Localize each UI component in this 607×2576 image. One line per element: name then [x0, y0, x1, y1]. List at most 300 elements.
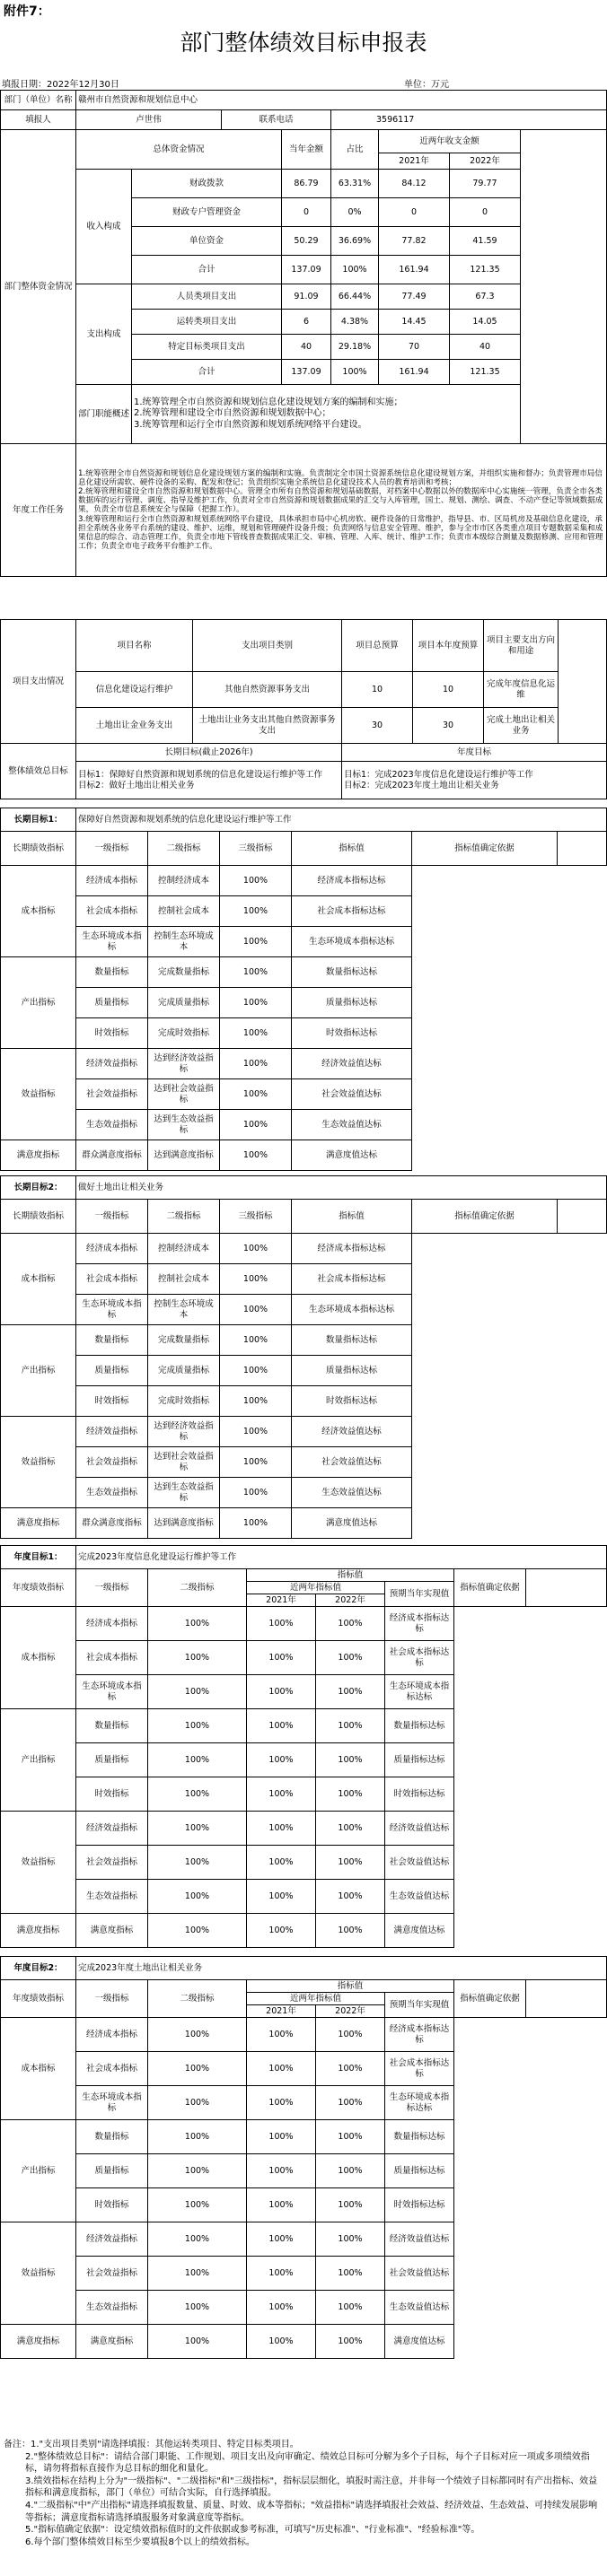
income-2021: 84.12	[379, 170, 450, 198]
level2-indicator: 经济效益指标	[76, 1417, 148, 1447]
expected-value: 100%	[316, 2291, 385, 2325]
indicator-basis: 数量指标达标	[385, 1709, 454, 1743]
expense-total-amount: 137.09	[282, 360, 331, 385]
level2-indicator: 数量指标	[76, 2120, 148, 2154]
level1-indicator: 成本指标	[1, 2018, 76, 2120]
expected-value: 100%	[316, 2052, 385, 2086]
value-header: 指标值	[292, 832, 412, 866]
value-2022: 100%	[247, 1709, 316, 1743]
long-goal-text: 目标1：保障好自然资源和规划系统的信息化建设运行维护等工作 目标2：做好土地出让相关业务	[76, 762, 342, 799]
income-name: 单位资金	[132, 227, 282, 256]
level3-indicator: 控制经济成本	[148, 1234, 220, 1264]
value-2021: 100%	[148, 2291, 247, 2325]
indicator-basis: 经济效益值达标	[385, 1812, 454, 1846]
level2-indicator: 社会效益指标	[76, 1079, 148, 1110]
functions-text: 1.统筹管理全市自然资源和规划信息化建设规划方案的编制和实施； 2.统筹管理和建设全市自然资源和规划数据中心； 3.统筹管理和运行全市自然资源和规划系统网络平台建设。	[132, 385, 607, 444]
table-row	[1, 1049, 607, 1079]
note-line: 2."整体绩效总目标"：请结合部门职能、工作规划、项目支出及向审确定、绩效总目标可分解为多个子目标，每个子目标对应一项或多项绩效指标，请勿将指标直接作为总目标的细化和量化。	[25, 2451, 590, 2475]
indicator-basis: 生态效益值达标	[292, 1110, 412, 1140]
expected-header: 预期当年实现值	[385, 1993, 454, 2018]
note-line: 6.每个部门整体绩效目标至少要填报8个以上的绩效指标。	[25, 2537, 255, 2547]
recent-2021-header: 2021年	[247, 2005, 316, 2018]
indicator-basis: 经济效益值达标	[385, 2222, 454, 2257]
indicator-value: 100%	[220, 1234, 292, 1264]
expected-value: 100%	[316, 1777, 385, 1812]
level3-indicator: 达到社会效益指标	[148, 1447, 220, 1478]
notes	[4, 2439, 601, 2548]
long-goal-2-table	[0, 1175, 607, 1539]
income-name: 财政拨款	[132, 170, 282, 198]
level3-indicator: 控制社会成本	[148, 1264, 220, 1295]
indicator-basis: 满意度值达标	[292, 1508, 412, 1539]
table-row	[1, 2222, 607, 2257]
value-2021: 100%	[148, 1880, 247, 1914]
indicator-value: 100%	[220, 1049, 292, 1079]
value-2022: 100%	[247, 1914, 316, 1948]
value-2021: 100%	[148, 2120, 247, 2154]
expense-total-label: 合计	[132, 360, 282, 385]
expense-amount: 91.09	[282, 284, 331, 310]
expected-value: 100%	[316, 2325, 385, 2359]
long-goal-header: 长期目标(截止2026年)	[76, 744, 342, 762]
indicator-basis: 生态环境成本指标达标	[292, 1295, 412, 1325]
long-indicators-label: 长期绩效指标	[1, 1200, 76, 1234]
expected-value: 100%	[316, 2154, 385, 2188]
level3-indicator: 完成质量指标	[148, 1356, 220, 1386]
income-2022: 79.77	[450, 170, 521, 198]
project-purpose: 完成土地出让相关业务	[484, 708, 559, 744]
level1-indicator: 产出指标	[1, 1325, 76, 1417]
long-goal-1-table	[0, 808, 607, 1171]
table-row	[1, 2052, 607, 2086]
table-row	[1, 2257, 607, 2291]
level2-indicator: 数量指标	[76, 1709, 148, 1743]
indicator-basis: 经济成本指标达标	[385, 1607, 454, 1641]
table-row	[1, 1709, 607, 1743]
value-2022: 100%	[247, 2154, 316, 2188]
indicator-value: 100%	[220, 1295, 292, 1325]
table-row	[1, 1234, 607, 1264]
level3-indicator: 完成质量指标	[148, 988, 220, 1018]
level2-indicator: 社会效益指标	[76, 1846, 148, 1880]
level1-indicator: 效益指标	[1, 1049, 76, 1140]
table-row	[1, 1846, 607, 1880]
long-goal-2-label: 长期目标2：	[1, 1176, 76, 1200]
project-annual: 30	[413, 708, 484, 744]
value-2022: 100%	[247, 2188, 316, 2222]
phone-value: 3596117	[331, 110, 607, 130]
table-row	[1, 1914, 607, 1948]
table-row	[1, 1743, 607, 1777]
indicator-basis: 满意度值达标	[385, 2325, 454, 2359]
table-row	[1, 2086, 607, 2120]
expected-value: 100%	[316, 1675, 385, 1709]
income-group-label: 收入构成	[76, 170, 132, 284]
expected-header: 预期当年实现值	[385, 1582, 454, 1607]
value-2022: 100%	[247, 1675, 316, 1709]
table-row	[1, 1140, 607, 1171]
level2-indicator: 经济效益指标	[76, 2222, 148, 2257]
income-total-2022: 121.35	[450, 256, 521, 284]
indicator-basis: 社会效益值达标	[385, 1846, 454, 1880]
funds-ratio-header: 占比	[331, 130, 379, 170]
indicator-value: 100%	[220, 1264, 292, 1295]
income-ratio: 0%	[331, 198, 379, 227]
indicator-basis: 生态效益值达标	[292, 1478, 412, 1508]
indicator-basis: 质量指标达标	[292, 1356, 412, 1386]
level1-indicator: 成本指标	[1, 866, 76, 957]
level2-indicator: 时效指标	[76, 1777, 148, 1812]
funds-current-header: 当年金额	[282, 130, 331, 170]
functions-label: 部门职能概述	[76, 385, 132, 444]
table-row	[1, 1478, 607, 1508]
table-row	[1, 1018, 607, 1049]
l3-header: 三级指标	[220, 832, 292, 866]
indicator-basis: 数量指标达标	[385, 2120, 454, 2154]
funds-table	[0, 90, 607, 577]
table-row	[1, 1607, 607, 1641]
level2-indicator: 质量指标	[76, 988, 148, 1018]
value-2022: 100%	[247, 1743, 316, 1777]
recent-2022-header: 2022年	[316, 1594, 385, 1607]
overall-goal-label: 整体绩效总目标	[1, 744, 76, 799]
expense-ratio: 4.38%	[331, 310, 379, 335]
indicator-value: 100%	[220, 866, 292, 896]
income-amount: 0	[282, 198, 331, 227]
project-name-header: 项目名称	[76, 620, 193, 672]
indicator-basis: 经济成本指标达标	[292, 1234, 412, 1264]
fill-date: 填报日期：2022年12月30日	[2, 80, 119, 90]
expected-value: 100%	[316, 1607, 385, 1641]
recent-2021-header: 2021年	[247, 1594, 316, 1607]
table-row	[1, 866, 607, 896]
indicator-value: 100%	[220, 1140, 292, 1171]
project-purpose: 完成年度信息化运维	[484, 672, 559, 708]
indicator-basis: 社会成本指标达标	[292, 1264, 412, 1295]
projects-table	[0, 619, 607, 799]
level2-indicator: 生态效益指标	[76, 1110, 148, 1140]
annex-label: 附件7：	[4, 4, 50, 19]
indicator-value: 100%	[220, 1447, 292, 1478]
project-name: 土地出让金业务支出	[76, 708, 193, 744]
indicator-basis: 时效指标达标	[292, 1386, 412, 1417]
value-2021: 100%	[148, 1709, 247, 1743]
expense-amount: 6	[282, 310, 331, 335]
year-indicators-label: 年度绩效指标	[1, 1569, 76, 1607]
project-category: 其他自然资源事务支出	[193, 672, 342, 708]
annual-tasks-text: 1.统筹管理全市自然资源和规划信息化建设规划方案的编制和实施。负责制定全市国土资源系统信息化建设规划方案，并组织实施和督办；负责管理市局信息化建设所需软、硬件设备的采购、配发和登记；负责组织实施全系统信息化建设技术人员的教育培训和考核； 2.统筹管理和建设全市自然资源和规划数据中心。管理全市所有自然资源和规划基础数据，对档案中心数据以外的数据库中心实施统一管理，负责全市各类数据库的运行管理、调度、指导及维护工作，负责对全市自然资源和规划数据成果的汇交与入库管理，国土、规划、测绘、调查、不动产登记等领域数据成果，负责全市信息系统安全与保障（把握工作）。 3.统筹管理和运行全市自然资源和规划系统网络平台建设，具体承担市局中心机房软、硬件设备的日常维护，指导县、市、区局机房及基础信息化建设，承担全系统各业务平台系统的建设、维护、运维，规划和管理硬件设备升级；负责网络与信息安全管理、维护，参与全市市区各类重点项目专题数据采集和成果信息的综合、动态管理工作，负责全市地下管线普查数据成果汇交、审核、管理、入库、统计、维护工作；负责市本级综合测量及数据修测、应用和管理工作；负责全市电子政务平台维护工作。	[76, 444, 607, 577]
expense-amount: 40	[282, 335, 331, 360]
project-name: 信息化建设运行维护	[76, 672, 193, 708]
expense-total-2021: 161.94	[379, 360, 450, 385]
expected-value: 100%	[316, 2120, 385, 2154]
income-amount: 50.29	[282, 227, 331, 256]
value-2022: 100%	[247, 2052, 316, 2086]
level2-indicator: 群众满意度指标	[76, 1140, 148, 1171]
indicator-basis: 社会成本指标达标	[385, 1641, 454, 1675]
project-total-header: 项目总预算	[342, 620, 413, 672]
level2-indicator: 质量指标	[76, 1743, 148, 1777]
note-line: 3.绩效指标在结构上分为"一级指标"、"二级指标"和"三级指标"，指标层层细化，填报时需注意，并非每一个绩效子目标都同时有产出指标、效益指标和满意度指标，部门（单位）可结合实际，自行选择填报。	[25, 2476, 598, 2499]
indicator-value: 100%	[220, 896, 292, 927]
level2-indicator: 社会成本指标	[76, 1264, 148, 1295]
level3-indicator: 达到经济效益指标	[148, 1049, 220, 1079]
year-goal-2-label: 年度目标2：	[1, 1957, 76, 1980]
l2-header: 二级指标	[148, 1569, 247, 1607]
indicator-value: 100%	[220, 1386, 292, 1417]
value-2021: 100%	[148, 1812, 247, 1846]
basis-header: 指标值确定依据	[412, 832, 558, 866]
table-row	[1, 1777, 607, 1812]
value-header: 指标值	[292, 1200, 412, 1234]
level1-indicator: 满意度指标	[1, 1914, 76, 1948]
income-2022: 41.59	[450, 227, 521, 256]
expected-value: 100%	[316, 2222, 385, 2257]
level1-indicator: 产出指标	[1, 2120, 76, 2222]
recent-values-header: 近两年指标值	[247, 1582, 385, 1594]
value-2021: 100%	[148, 2018, 247, 2052]
value-2021: 100%	[148, 2222, 247, 2257]
value-2022: 100%	[247, 2325, 316, 2359]
income-2021: 77.82	[379, 227, 450, 256]
level3-indicator: 完成数量指标	[148, 957, 220, 988]
table-row	[1, 1812, 607, 1846]
level3-indicator: 达到社会效益指标	[148, 1079, 220, 1110]
level2-indicator: 经济效益指标	[76, 1812, 148, 1846]
value-2021: 100%	[148, 1641, 247, 1675]
level2-indicator: 群众满意度指标	[76, 1508, 148, 1539]
indicator-basis: 满意度值达标	[385, 1914, 454, 1948]
long-goal-2-text: 做好土地出让相关业务	[76, 1176, 607, 1200]
income-ratio: 63.31%	[331, 170, 379, 198]
basis-header: 指标值确定依据	[412, 1200, 558, 1234]
expected-value: 100%	[316, 1914, 385, 1948]
indicator-basis: 满意度值达标	[292, 1140, 412, 1171]
l1-header: 一级指标	[76, 832, 148, 866]
value-2021: 100%	[148, 1914, 247, 1948]
indicator-value: 100%	[220, 1356, 292, 1386]
year-goal-header: 年度目标	[342, 744, 607, 762]
level2-indicator: 数量指标	[76, 957, 148, 988]
level2-indicator: 满意度指标	[76, 1914, 148, 1948]
unit-label: 单位：万元	[404, 80, 449, 90]
table-row	[1, 2188, 607, 2222]
level2-indicator: 社会成本指标	[76, 1641, 148, 1675]
level3-indicator: 达到满意度指标	[148, 1508, 220, 1539]
value-2021: 100%	[148, 2086, 247, 2120]
expected-value: 100%	[316, 1709, 385, 1743]
expected-value: 100%	[316, 2086, 385, 2120]
value-2022: 100%	[247, 1880, 316, 1914]
level2-indicator: 生态环境成本指标	[76, 1675, 148, 1709]
value-2022: 100%	[247, 1607, 316, 1641]
projects-label: 项目支出情况	[1, 620, 76, 744]
value-2021: 100%	[148, 2257, 247, 2291]
level2-indicator: 经济成本指标	[76, 1234, 148, 1264]
level3-indicator: 控制生态环境成本	[148, 1295, 220, 1325]
project-purpose-header: 项目主要支出方向和用途	[484, 620, 559, 672]
value-2021: 100%	[148, 2154, 247, 2188]
expected-value: 100%	[316, 2257, 385, 2291]
year-goal-text: 目标1：完成2023年度信息化建设运行维护等工作 目标2：完成2023年度土地出让相关业务	[342, 762, 607, 799]
long-goal-1-text: 保障好自然资源和规划系统的信息化建设运行维护等工作	[76, 808, 607, 832]
indicator-basis: 质量指标达标	[385, 1743, 454, 1777]
funds-2022-header: 2022年	[450, 153, 521, 170]
value-2022: 100%	[247, 1641, 316, 1675]
table-row	[1, 1880, 607, 1914]
l2-header: 二级指标	[148, 1980, 247, 2018]
level2-indicator: 经济成本指标	[76, 2018, 148, 2052]
income-total-ratio: 100%	[331, 256, 379, 284]
level2-indicator: 时效指标	[76, 1386, 148, 1417]
expense-group-label: 支出构成	[76, 284, 132, 385]
value-header: 指标值	[247, 1569, 454, 1582]
level2-indicator: 满意度指标	[76, 2325, 148, 2359]
level2-indicator: 经济成本指标	[76, 866, 148, 896]
value-header: 指标值	[247, 1980, 454, 1993]
expense-name: 人员类项目支出	[132, 284, 282, 310]
indicator-basis: 社会效益值达标	[385, 2257, 454, 2291]
expense-2022: 14.05	[450, 310, 521, 335]
indicator-basis: 社会效益值达标	[292, 1079, 412, 1110]
indicator-basis: 时效指标达标	[385, 1777, 454, 1812]
expense-2021: 77.49	[379, 284, 450, 310]
project-total: 10	[342, 672, 413, 708]
value-2021: 100%	[148, 1675, 247, 1709]
indicator-basis: 社会成本指标达标	[385, 2052, 454, 2086]
level1-indicator: 效益指标	[1, 2222, 76, 2325]
funds-overall-header: 总体资金情况	[76, 130, 282, 170]
expense-ratio: 29.18%	[331, 335, 379, 360]
expense-ratio: 66.44%	[331, 284, 379, 310]
table-row	[1, 1356, 607, 1386]
indicator-basis: 生态环境成本指标达标	[385, 2086, 454, 2120]
table-row	[1, 1675, 607, 1709]
level1-indicator: 成本指标	[1, 1607, 76, 1709]
filler-name: 卢世伟	[76, 110, 222, 130]
year-goal-1-table	[0, 1545, 607, 1948]
dept-label: 部门（单位）名称	[1, 91, 76, 110]
indicator-basis: 经济效益值达标	[292, 1049, 412, 1079]
level2-indicator: 生态环境成本指标	[76, 1295, 148, 1325]
indicator-basis: 社会成本指标达标	[292, 896, 412, 927]
indicator-basis: 经济成本指标达标	[385, 2018, 454, 2052]
indicator-value: 100%	[220, 957, 292, 988]
value-2022: 100%	[247, 2086, 316, 2120]
table-row	[1, 2120, 607, 2154]
year-goal-2-text: 完成2023年度土地出让相关业务	[76, 1957, 607, 1980]
table-row	[1, 1325, 607, 1356]
value-2022: 100%	[247, 1812, 316, 1846]
funds-recent-header: 近两年收支金额	[379, 130, 521, 153]
project-category: 土地出让业务支出其他自然资源事务支出	[193, 708, 342, 744]
phone-label: 联系电话	[222, 110, 331, 130]
l1-header: 一级指标	[76, 1569, 148, 1607]
note-line: 备注：1."支出项目类别"请选择填报：其他运转类项目、特定目标类项目。	[4, 2440, 299, 2449]
l1-header: 一级指标	[76, 1980, 148, 2018]
expected-value: 100%	[316, 1641, 385, 1675]
level2-indicator: 经济效益指标	[76, 1049, 148, 1079]
indicator-basis: 时效指标达标	[385, 2188, 454, 2222]
level3-indicator: 达到生态效益指标	[148, 1110, 220, 1140]
note-line: 5."指标值确定依据"：设定绩效指标值时的文件依据或参考标准，可填写"历史标准"、"行业标准"、"经验标准"等。	[25, 2525, 480, 2536]
value-2021: 100%	[148, 1743, 247, 1777]
expense-2021: 70	[379, 335, 450, 360]
table-row	[1, 1079, 607, 1110]
value-2021: 100%	[148, 1607, 247, 1641]
expense-2022: 67.3	[450, 284, 521, 310]
level3-indicator: 达到生态效益指标	[148, 1478, 220, 1508]
level1-indicator: 满意度指标	[1, 1508, 76, 1539]
recent-2022-header: 2022年	[316, 2005, 385, 2018]
expense-2022: 40	[450, 335, 521, 360]
indicator-basis: 时效指标达标	[292, 1018, 412, 1049]
table-row	[1, 1386, 607, 1417]
indicator-basis: 生态环境成本指标达标	[292, 927, 412, 957]
indicator-basis: 生态效益值达标	[385, 2291, 454, 2325]
annual-tasks-label: 年度工作任务	[1, 444, 76, 577]
indicator-value: 100%	[220, 1018, 292, 1049]
level2-indicator: 社会效益指标	[76, 2257, 148, 2291]
income-total-label: 合计	[132, 256, 282, 284]
value-2021: 100%	[148, 2325, 247, 2359]
expense-total-2022: 121.35	[450, 360, 521, 385]
year-goal-2-table	[0, 1956, 607, 2359]
value-2022: 100%	[247, 2291, 316, 2325]
expense-total-ratio: 100%	[331, 360, 379, 385]
level3-indicator: 达到满意度指标	[148, 1140, 220, 1171]
recent-values-header: 近两年指标值	[247, 1993, 385, 2005]
table-row	[1, 2291, 607, 2325]
table-row	[1, 1110, 607, 1140]
table-row	[1, 2325, 607, 2359]
indicator-value: 100%	[220, 1508, 292, 1539]
level2-indicator: 生态效益指标	[76, 2291, 148, 2325]
value-2022: 100%	[247, 2257, 316, 2291]
level1-indicator: 满意度指标	[1, 1140, 76, 1171]
expense-2021: 14.45	[379, 310, 450, 335]
l1-header: 一级指标	[76, 1200, 148, 1234]
indicator-value: 100%	[220, 1478, 292, 1508]
level2-indicator: 生态效益指标	[76, 1478, 148, 1508]
income-2021: 0	[379, 198, 450, 227]
basis-header: 指标值确定依据	[454, 1569, 526, 1607]
table-row	[1, 988, 607, 1018]
indicator-basis: 经济效益值达标	[292, 1417, 412, 1447]
level3-indicator: 完成时效指标	[148, 1018, 220, 1049]
expected-value: 100%	[316, 1846, 385, 1880]
indicator-value: 100%	[220, 1079, 292, 1110]
expense-name: 特定目标类项目支出	[132, 335, 282, 360]
income-name: 财政专户管理资金	[132, 198, 282, 227]
year-goal-1-label: 年度目标1：	[1, 1546, 76, 1569]
level2-indicator: 经济成本指标	[76, 1607, 148, 1641]
year-indicators-label: 年度绩效指标	[1, 1980, 76, 2018]
table-row	[1, 1264, 607, 1295]
basis-header: 指标值确定依据	[454, 1980, 526, 2018]
table-row	[1, 1508, 607, 1539]
year-goal-1-text: 完成2023年度信息化建设运行维护等工作	[76, 1546, 607, 1569]
expected-value: 100%	[316, 1743, 385, 1777]
indicator-basis: 生态环境成本指标达标	[385, 1675, 454, 1709]
level3-indicator: 控制生态环境成本	[148, 927, 220, 957]
income-total-amount: 137.09	[282, 256, 331, 284]
value-2022: 100%	[247, 1846, 316, 1880]
level3-indicator: 完成时效指标	[148, 1386, 220, 1417]
expense-name: 运转类项目支出	[132, 310, 282, 335]
level1-indicator: 效益指标	[1, 1812, 76, 1914]
project-annual-header: 项目本年度预算	[413, 620, 484, 672]
